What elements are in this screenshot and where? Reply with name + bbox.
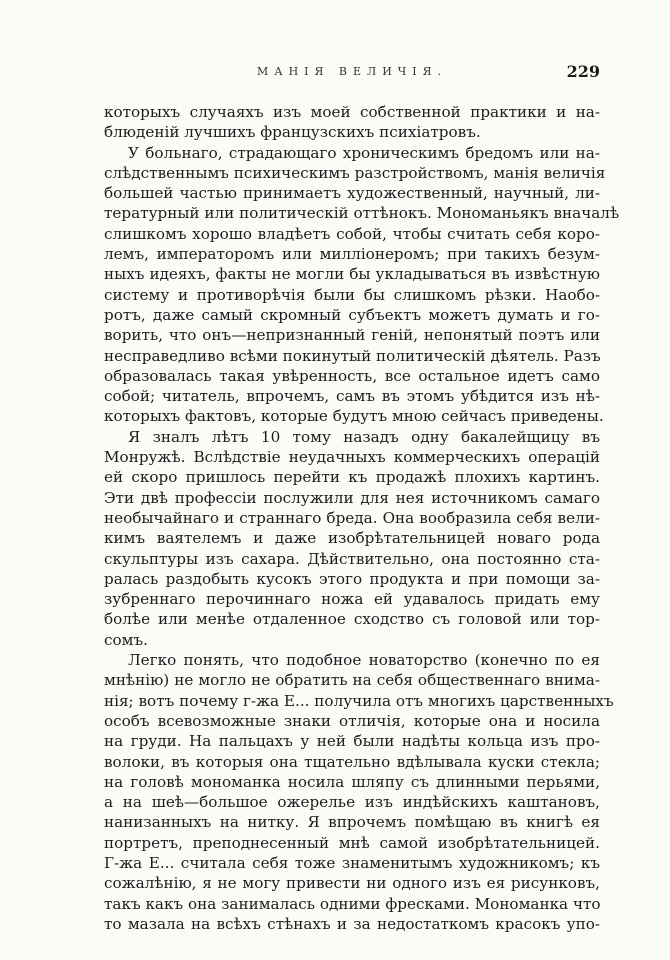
text-line: нія; вотъ почему г-жа Е... получила отъ многихъ царственныхъ bbox=[104, 691, 614, 710]
text-line: сомъ. bbox=[104, 630, 148, 649]
text-line: собой; читатель, впрочемъ, самъ въ этомъ убѣдится изъ нѣ- bbox=[104, 387, 600, 406]
text-line: Монружѣ. Вслѣдствіе неудачныхъ коммерческихъ операцій bbox=[104, 448, 600, 467]
text-line: Легко понять, что подобное новаторство (конечно по ея bbox=[128, 651, 600, 670]
text-line: скульптуры изъ сахара. Дѣйствительно, она постоянно ста- bbox=[104, 549, 600, 568]
text-line: а на шеѣ—большое ожерелье изъ индѣйскихъ каштановъ, bbox=[104, 793, 600, 812]
text-line: особъ всевозможные знаки отличія, которые она и носила bbox=[104, 711, 600, 730]
text-line: такъ какъ она занималась одними фресками. Мономанка что bbox=[104, 894, 601, 913]
text-line: ей скоро пришлось перейти къ продажѣ плохихъ картинъ. bbox=[104, 468, 600, 487]
text-line: портретъ, преподнесенный мнѣ самой изобрѣтательницей. bbox=[104, 833, 600, 852]
text-line: У больнаго, страдающаго хроническимъ бредомъ или на- bbox=[128, 143, 600, 162]
text-line: несправедливо всѣми покинутый политическій дѣятель. Разъ bbox=[104, 346, 601, 365]
text-line: Г-жа Е... считала себя тоже знаменитымъ художникомъ; къ bbox=[104, 853, 600, 872]
running-title: МАНІЯ ВЕЛИЧІЯ. bbox=[256, 65, 448, 78]
text-line: ротъ, даже самый скромный субъектъ можетъ думать и го- bbox=[104, 305, 600, 324]
text-line: мнѣнію) не могло не обратить на себя общественнаго внима- bbox=[104, 671, 600, 690]
paragraph bbox=[104, 102, 600, 143]
text-line: тературный или политическій оттѣнокъ. Мономаньякъ вначалѣ bbox=[104, 204, 620, 223]
text-line: которыхъ случаяхъ изъ моей собственной практики и на- bbox=[104, 103, 600, 121]
text-line: волоки, въ которыя она тщательно вдѣлывала куски стекла; bbox=[104, 752, 600, 771]
paragraph bbox=[104, 650, 614, 934]
text-line: слишкомъ хорошо владѣетъ собой, чтобы считать себя коро- bbox=[104, 224, 600, 243]
text-line: Я зналъ лѣтъ 10 тому назадъ одну бакалейщицу въ bbox=[128, 427, 600, 446]
text-line: на головѣ мономанка носила шляпу съ длинными перьями, bbox=[104, 772, 600, 791]
paragraph bbox=[104, 143, 620, 427]
text-line: блюденій лучшихъ французскихъ психіатровъ. bbox=[104, 123, 481, 142]
text-line: которыхъ фактовъ, которые будутъ мною сейчасъ приведены. bbox=[104, 407, 604, 426]
text-line: сожалѣнію, я не могу привести ни одного изъ ея рисунковъ, bbox=[104, 874, 600, 893]
text-line: слѣдственнымъ психическимъ разстройствомъ, манія величія bbox=[104, 163, 606, 182]
text-line: ныхъ идеяхъ, факты не могли бы укладываться въ извѣстную bbox=[104, 265, 600, 284]
body-text bbox=[104, 102, 620, 934]
text-line: необычайнаго и страннаго бреда. Она вообразила себя вели- bbox=[104, 508, 600, 527]
text-line: зубреннаго перочиннаго ножа ей удавалось придать ему bbox=[104, 590, 600, 609]
text-line: Эти двѣ профессіи послужили для нея источникомъ самаго bbox=[104, 488, 600, 507]
text-line: на груди. На пальцахъ у ней были надѣты кольца изъ про- bbox=[104, 732, 600, 751]
text-line: систему и противорѣчія были бы слишкомъ рѣзки. Наобо- bbox=[104, 285, 600, 304]
page-header bbox=[104, 62, 600, 84]
text-line: лемъ, императоромъ или милліонеромъ; при такихъ безум- bbox=[104, 245, 600, 264]
text-line: ралась раздобыть кусокъ этого продукта и при помощи за- bbox=[104, 569, 600, 588]
text-line: большей частью принимаетъ художественный, научный, ли- bbox=[104, 184, 600, 203]
text-line: нанизанныхъ на нитку. Я впрочемъ помѣщаю въ книгѣ ея bbox=[104, 813, 600, 832]
text-line: кимъ ваятелемъ и даже изобрѣтательницей новаго рода bbox=[104, 529, 600, 548]
text-line: то мазала на всѣхъ стѣнахъ и за недостаткомъ красокъ упо- bbox=[104, 914, 600, 933]
text-line: ворить, что онъ—непризнанный геній, непонятый поэтъ или bbox=[104, 326, 600, 345]
text-line: болѣе или менѣе отдаленное сходство съ головой или тор- bbox=[104, 610, 600, 629]
paragraph bbox=[104, 427, 600, 650]
page-number: 229 bbox=[566, 62, 600, 81]
text-line: образовалась такая увѣренность, все остальное идетъ само bbox=[104, 366, 600, 385]
